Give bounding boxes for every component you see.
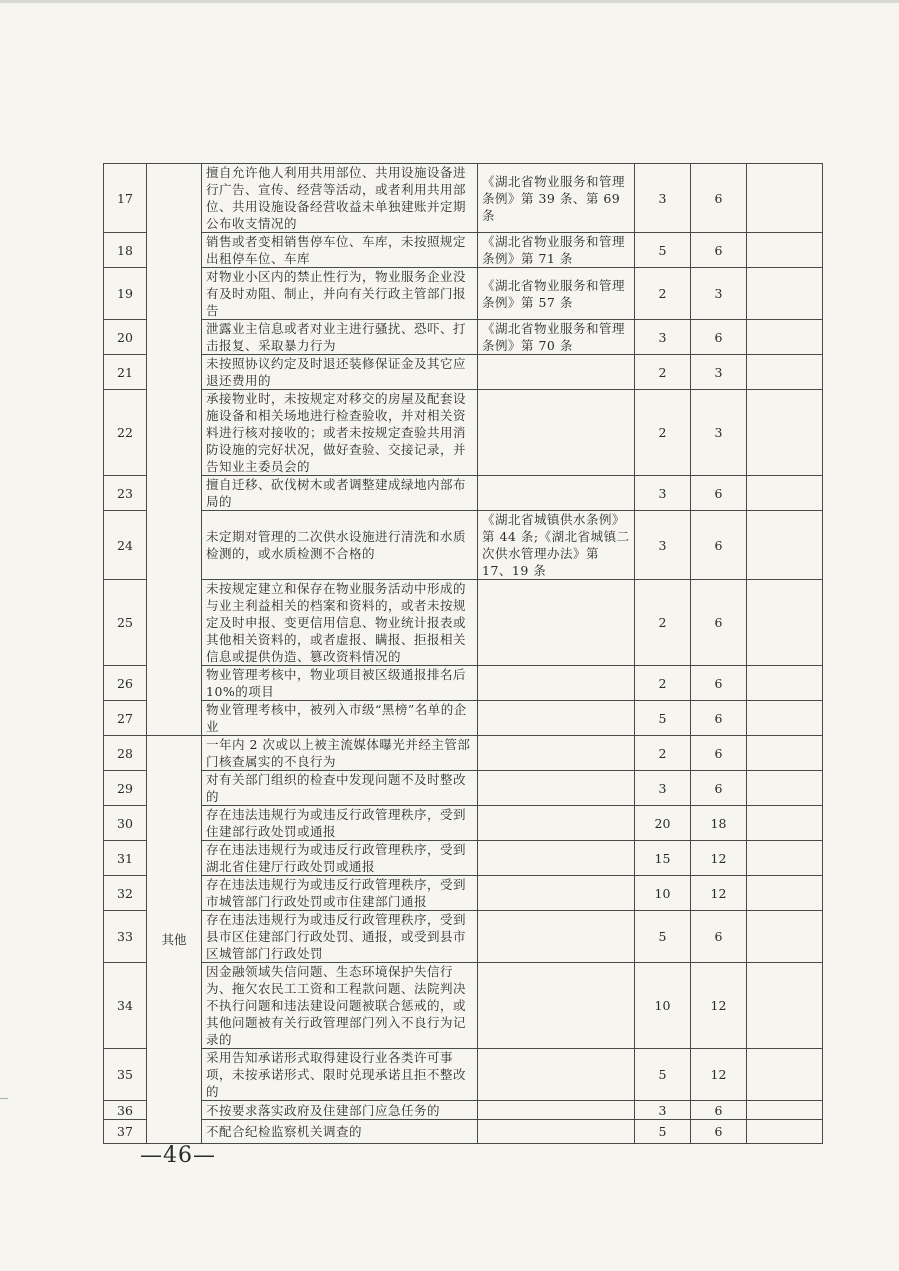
score-cell-a: 20	[635, 806, 691, 841]
score-cell-b: 12	[691, 963, 747, 1049]
blank-cell	[747, 876, 823, 911]
blank-cell	[747, 963, 823, 1049]
violation-description-cell: 销售或者变相销售停车位、车库，未按照规定出租停车位、车库	[202, 233, 478, 268]
row-number-cell: 23	[104, 476, 147, 511]
violation-description-cell: 存在违法违规行为或违反行政管理秩序，受到湖北省住建厅行政处罚或通报	[202, 841, 478, 876]
row-number-cell: 30	[104, 806, 147, 841]
violation-description-cell: 存在违法违规行为或违反行政管理秩序，受到住建部行政处罚或通报	[202, 806, 478, 841]
table-row	[104, 963, 823, 1049]
table-row	[104, 771, 823, 806]
row-number-cell: 27	[104, 701, 147, 736]
row-number-cell: 34	[104, 963, 147, 1049]
violation-description-cell: 对物业小区内的禁止性行为，物业服务企业没有及时劝阻、制止，并向有关行政主管部门报告	[202, 268, 478, 320]
blank-cell	[747, 1120, 823, 1144]
score-cell-a: 2	[635, 268, 691, 320]
legal-basis-cell: 《湖北省城镇供水条例》第 44 条;《湖北省城镇二次供水管理办法》第 17、19 条	[478, 511, 635, 580]
score-cell-b: 12	[691, 1049, 747, 1101]
score-cell-b: 18	[691, 806, 747, 841]
row-number-cell: 33	[104, 911, 147, 963]
legal-basis-cell	[478, 580, 635, 666]
row-number-cell: 29	[104, 771, 147, 806]
score-cell-b: 6	[691, 580, 747, 666]
row-number-cell: 24	[104, 511, 147, 580]
table-row	[104, 580, 823, 666]
blank-cell	[747, 771, 823, 806]
score-cell-a: 10	[635, 963, 691, 1049]
category-cell-other: 其他	[147, 736, 202, 1144]
score-cell-a: 3	[635, 164, 691, 233]
score-cell-b: 6	[691, 1120, 747, 1144]
table-row	[104, 320, 823, 355]
score-cell-a: 2	[635, 580, 691, 666]
table-row	[104, 1101, 823, 1120]
blank-cell	[747, 511, 823, 580]
score-cell-b: 6	[691, 164, 747, 233]
blank-cell	[747, 233, 823, 268]
table-row	[104, 1120, 823, 1144]
blank-cell	[747, 1101, 823, 1120]
table-row	[104, 876, 823, 911]
score-cell-a: 3	[635, 511, 691, 580]
legal-basis-cell: 《湖北省物业服务和管理条例》第 57 条	[478, 268, 635, 320]
row-number-cell: 28	[104, 736, 147, 771]
legal-basis-cell	[478, 355, 635, 390]
table-body	[104, 164, 823, 1144]
score-cell-b: 6	[691, 736, 747, 771]
table-row	[104, 911, 823, 963]
table-row	[104, 806, 823, 841]
score-cell-a: 15	[635, 841, 691, 876]
violation-description-cell: 一年内 2 次或以上被主流媒体曝光并经主管部门核查属实的不良行为	[202, 736, 478, 771]
violation-description-cell: 未定期对管理的二次供水设施进行清洗和水质检测的，或水质检测不合格的	[202, 511, 478, 580]
table-row	[104, 841, 823, 876]
score-cell-b: 12	[691, 841, 747, 876]
score-cell-b: 6	[691, 511, 747, 580]
violation-description-cell: 物业管理考核中，物业项目被区级通报排名后 10%的项目	[202, 666, 478, 701]
blank-cell	[747, 320, 823, 355]
row-number-cell: 36	[104, 1101, 147, 1120]
violation-description-cell: 承接物业时，未按规定对移交的房屋及配套设施设备和相关场地进行检查验收，并对相关资料进行核对接收的；或者未按规定查验共用消防设施的完好状况，做好查验、交接记录，并告知业主委员会的	[202, 390, 478, 476]
row-number-cell: 17	[104, 164, 147, 233]
row-number-cell: 32	[104, 876, 147, 911]
legal-basis-cell	[478, 1049, 635, 1101]
violation-description-cell: 未按规定建立和保存在物业服务活动中形成的与业主利益相关的档案和资料的，或者未按规定及时申报、变更信用信息、物业统计报表或其他相关资料的，或者虚报、瞒报、拒报相关信息或提供伪造、篡改资料情况的	[202, 580, 478, 666]
violation-description-cell: 物业管理考核中，被列入市级“黑榜”名单的企业	[202, 701, 478, 736]
violation-description-cell: 不配合纪检监察机关调查的	[202, 1120, 478, 1144]
blank-cell	[747, 806, 823, 841]
score-cell-b: 3	[691, 355, 747, 390]
row-number-cell: 25	[104, 580, 147, 666]
legal-basis-cell: 《湖北省物业服务和管理条例》第 70 条	[478, 320, 635, 355]
table-row	[104, 511, 823, 580]
legal-basis-cell	[478, 876, 635, 911]
row-number-cell: 21	[104, 355, 147, 390]
legal-basis-cell	[478, 771, 635, 806]
table-row	[104, 1049, 823, 1101]
score-cell-a: 2	[635, 666, 691, 701]
legal-basis-cell: 《湖北省物业服务和管理条例》第 39 条、第 69 条	[478, 164, 635, 233]
row-number-cell: 18	[104, 233, 147, 268]
legal-basis-cell	[478, 390, 635, 476]
table-row	[104, 233, 823, 268]
violation-scoring-table	[103, 163, 822, 1144]
score-cell-b: 6	[691, 911, 747, 963]
violation-description-cell: 不按要求落实政府及住建部门应急任务的	[202, 1101, 478, 1120]
score-cell-a: 3	[635, 771, 691, 806]
category-cell-blank	[147, 164, 202, 736]
violation-description-cell: 泄露业主信息或者对业主进行骚扰、恐吓、打击报复、采取暴力行为	[202, 320, 478, 355]
score-cell-a: 3	[635, 1101, 691, 1120]
score-cell-a: 5	[635, 911, 691, 963]
legal-basis-cell: 《湖北省物业服务和管理条例》第 71 条	[478, 233, 635, 268]
score-cell-a: 5	[635, 1049, 691, 1101]
score-cell-a: 2	[635, 355, 691, 390]
page-number: —46—	[140, 1143, 216, 1168]
blank-cell	[747, 355, 823, 390]
violation-description-cell: 采用告知承诺形式取得建设行业各类许可事项，未按承诺形式、限时兑现承诺且拒不整改的	[202, 1049, 478, 1101]
blank-cell	[747, 911, 823, 963]
margin-mark	[0, 1098, 8, 1099]
row-number-cell: 19	[104, 268, 147, 320]
row-number-cell: 31	[104, 841, 147, 876]
row-number-cell: 35	[104, 1049, 147, 1101]
score-cell-a: 2	[635, 736, 691, 771]
score-cell-a: 10	[635, 876, 691, 911]
table-row	[104, 666, 823, 701]
score-cell-b: 6	[691, 320, 747, 355]
table-row	[104, 736, 823, 771]
violation-description-cell: 擅自允许他人利用共用部位、共用设施设备进行广告、宣传、经营等活动，或者利用共用部位、共用设施设备经营收益未单独建账并定期公布收支情况的	[202, 164, 478, 233]
violation-description-cell: 未按照协议约定及时退还装修保证金及其它应退还费用的	[202, 355, 478, 390]
blank-cell	[747, 476, 823, 511]
score-cell-a: 3	[635, 476, 691, 511]
legal-basis-cell	[478, 911, 635, 963]
row-number-cell: 20	[104, 320, 147, 355]
violation-description-cell: 擅自迁移、砍伐树木或者调整建成绿地内部布局的	[202, 476, 478, 511]
legal-basis-cell	[478, 701, 635, 736]
score-cell-b: 3	[691, 268, 747, 320]
score-cell-b: 12	[691, 876, 747, 911]
page-top-edge	[0, 0, 899, 3]
score-cell-a: 2	[635, 390, 691, 476]
row-number-cell: 26	[104, 666, 147, 701]
blank-cell	[747, 701, 823, 736]
table-row	[104, 701, 823, 736]
table-row	[104, 164, 823, 233]
table-row	[104, 355, 823, 390]
score-cell-b: 6	[691, 1101, 747, 1120]
blank-cell	[747, 164, 823, 233]
violation-description-cell: 因金融领域失信问题、生态环境保护失信行为、拖欠农民工工资和工程款问题、法院判决不执行问题和违法建设问题被联合惩戒的，或其他问题被有关行政管理部门列入不良行为记录的	[202, 963, 478, 1049]
score-cell-a: 5	[635, 233, 691, 268]
violation-description-cell: 存在违法违规行为或违反行政管理秩序，受到县市区住建部门行政处罚、通报，或受到县市区城管部门行政处罚	[202, 911, 478, 963]
legal-basis-cell	[478, 666, 635, 701]
blank-cell	[747, 268, 823, 320]
table-row	[104, 390, 823, 476]
violation-description-cell: 对有关部门组织的检查中发现问题不及时整改的	[202, 771, 478, 806]
blank-cell	[747, 1049, 823, 1101]
score-cell-a: 5	[635, 1120, 691, 1144]
score-cell-b: 6	[691, 233, 747, 268]
legal-basis-cell	[478, 841, 635, 876]
table-row	[104, 268, 823, 320]
legal-basis-cell	[478, 806, 635, 841]
legal-basis-cell	[478, 736, 635, 771]
violation-description-cell: 存在违法违规行为或违反行政管理秩序，受到市城管部门行政处罚或市住建部门通报	[202, 876, 478, 911]
legal-basis-cell	[478, 1120, 635, 1144]
table-grid	[103, 163, 823, 1144]
score-cell-b: 6	[691, 701, 747, 736]
blank-cell	[747, 736, 823, 771]
table-row	[104, 476, 823, 511]
row-number-cell: 22	[104, 390, 147, 476]
blank-cell	[747, 390, 823, 476]
blank-cell	[747, 580, 823, 666]
score-cell-b: 3	[691, 390, 747, 476]
row-number-cell: 37	[104, 1120, 147, 1144]
score-cell-b: 6	[691, 666, 747, 701]
legal-basis-cell	[478, 476, 635, 511]
blank-cell	[747, 666, 823, 701]
score-cell-a: 5	[635, 701, 691, 736]
blank-cell	[747, 841, 823, 876]
score-cell-b: 6	[691, 476, 747, 511]
score-cell-b: 6	[691, 771, 747, 806]
legal-basis-cell	[478, 1101, 635, 1120]
legal-basis-cell	[478, 963, 635, 1049]
score-cell-a: 3	[635, 320, 691, 355]
